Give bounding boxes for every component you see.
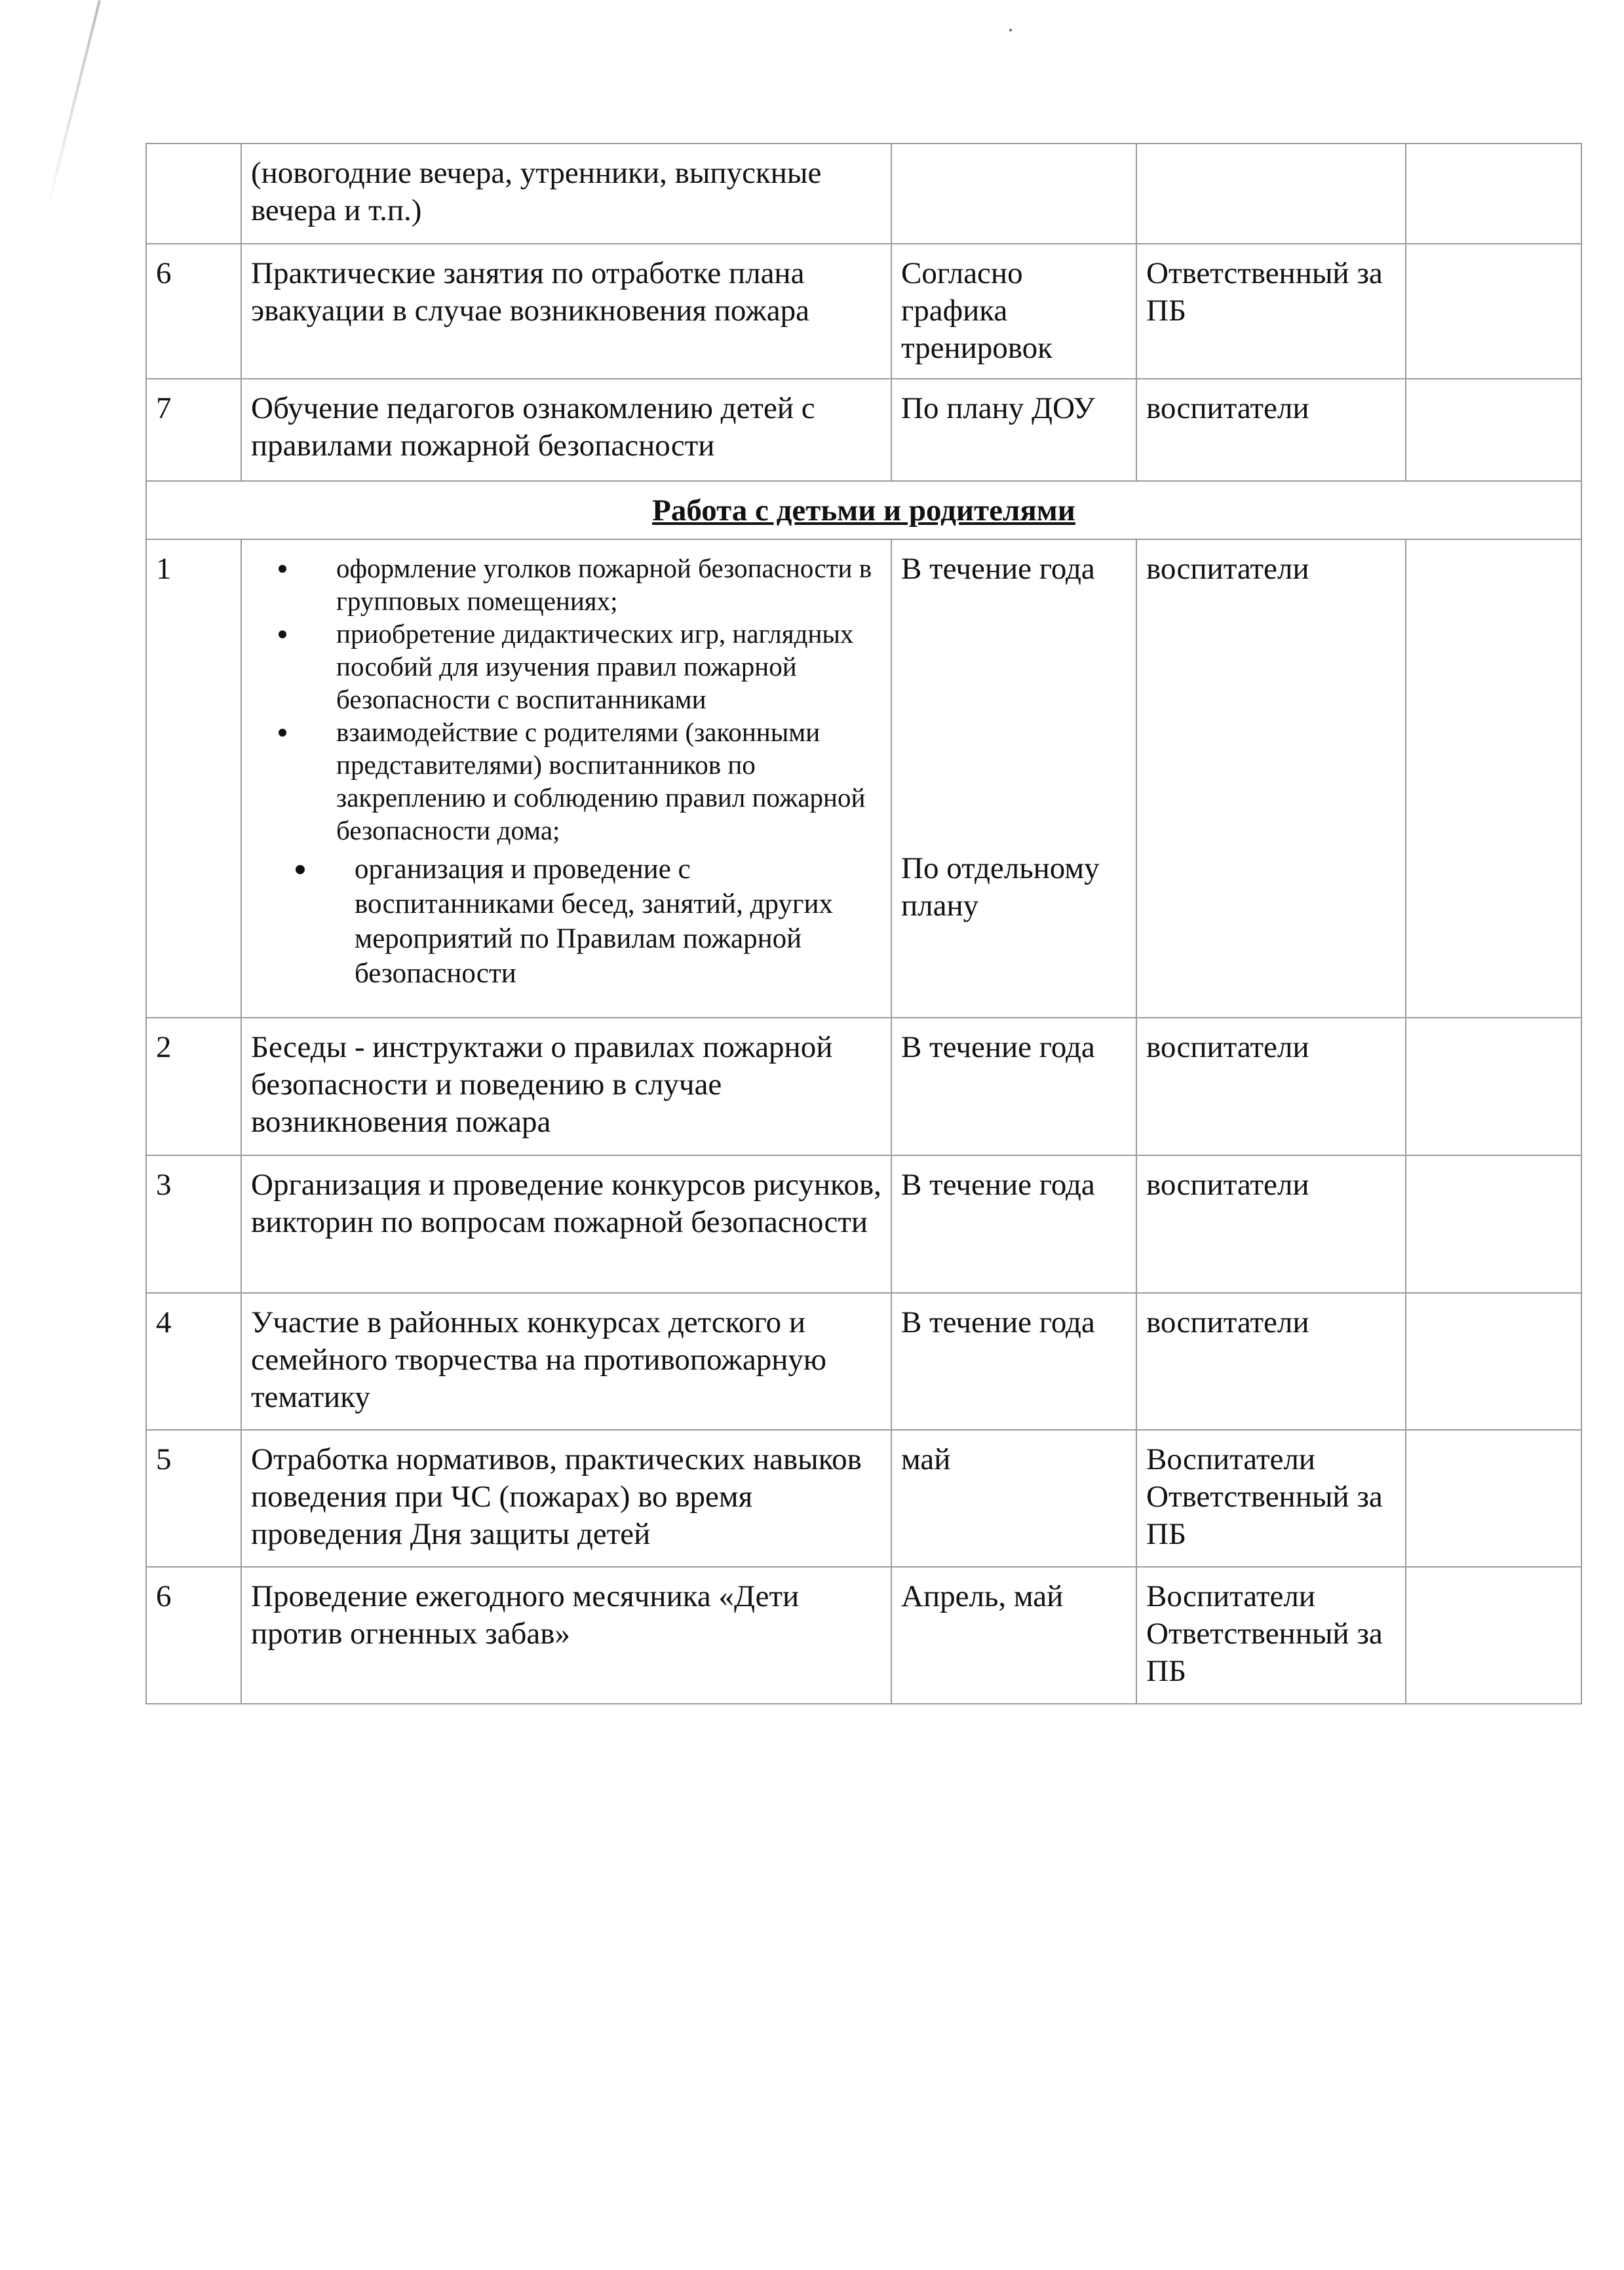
table-row xyxy=(146,379,1581,481)
row-activity xyxy=(241,539,891,1018)
row-number: 7 xyxy=(146,379,241,481)
bullet-icon xyxy=(279,729,286,737)
row-number: 6 xyxy=(146,244,241,379)
row-term-secondary: По отдельному плану xyxy=(901,851,1100,923)
row-responsible: воспитатели xyxy=(1136,1018,1406,1155)
scan-edge-mark xyxy=(46,0,101,210)
bullet-icon xyxy=(296,865,305,874)
list-item xyxy=(336,552,881,617)
row-responsible: воспитатели xyxy=(1136,379,1406,481)
scan-speck xyxy=(1009,29,1012,31)
table-row xyxy=(146,1567,1581,1704)
row-responsible: воспитатели xyxy=(1136,539,1406,1018)
table-row xyxy=(146,539,1581,1018)
row-activity: Участие в районных конкурсах детского и семейного творчества на противопожарную тематику xyxy=(241,1293,891,1430)
row-term: В течение года xyxy=(891,1155,1136,1293)
row-note xyxy=(1406,1018,1581,1155)
row-number: 5 xyxy=(146,1430,241,1567)
list-item xyxy=(336,716,881,847)
row-note xyxy=(1406,539,1581,1018)
row-activity: Отработка нормативов, практических навыков поведения при ЧС (пожарах) во время проведения Дня защиты детей xyxy=(241,1430,891,1567)
fire-safety-plan-table xyxy=(145,143,1582,1704)
row-term: Согласно графика тренировок xyxy=(891,244,1136,379)
row-note xyxy=(1406,244,1581,379)
row-responsible xyxy=(1136,144,1406,244)
row-activity: Проведение ежегодного месячника «Дети против огненных забав» xyxy=(241,1567,891,1704)
table-row xyxy=(146,244,1581,379)
row-responsible: воспитатели xyxy=(1136,1155,1406,1293)
row-term xyxy=(891,144,1136,244)
row-responsible: Воспитатели Ответственный за ПБ xyxy=(1136,1430,1406,1567)
row-activity: Беседы - инструктажи о правилах пожарной безопасности и поведению в случае возникновения пожара xyxy=(241,1018,891,1155)
table-row xyxy=(146,1293,1581,1430)
list-item-text: взаимодействие с родителями (законными представителями) воспитанников по закреплению и соблюдению правил пожарной безопасности дома; xyxy=(336,717,866,845)
row-note xyxy=(1406,1430,1581,1567)
row-activity: Обучение педагогов ознакомлению детей с правилами пожарной безопасности xyxy=(241,379,891,481)
bullet-list xyxy=(251,552,881,991)
section-title: Работа с детьми и родителями xyxy=(146,481,1581,539)
row-activity: Практические занятия по отработке плана эвакуации в случае возникновения пожара xyxy=(241,244,891,379)
row-number: 4 xyxy=(146,1293,241,1430)
row-activity: (новогодние вечера, утренники, выпускные вечера и т.п.) xyxy=(241,144,891,244)
table-row xyxy=(146,1155,1581,1293)
row-note xyxy=(1406,1567,1581,1704)
row-note xyxy=(1406,1155,1581,1293)
row-term-primary: В течение года xyxy=(901,552,1095,586)
row-note xyxy=(1406,379,1581,481)
row-term: май xyxy=(891,1430,1136,1567)
row-term: По плану ДОУ xyxy=(891,379,1136,481)
list-item xyxy=(336,617,881,716)
row-number: 2 xyxy=(146,1018,241,1155)
row-term xyxy=(891,539,1136,1018)
section-row xyxy=(146,481,1581,539)
list-item-text: оформление уголков пожарной безопасности в групповых помещениях; xyxy=(336,553,872,616)
row-activity: Организация и проведение конкурсов рисунков, викторин по вопросам пожарной безопасности xyxy=(241,1155,891,1293)
row-responsible: воспитатели xyxy=(1136,1293,1406,1430)
row-note xyxy=(1406,144,1581,244)
row-responsible: Ответственный за ПБ xyxy=(1136,244,1406,379)
list-item-text: приобретение дидактических игр, наглядных пособий для изучения правил пожарной безопасности с воспитанниками xyxy=(336,619,854,714)
row-number: 3 xyxy=(146,1155,241,1293)
bullet-icon xyxy=(279,630,286,638)
row-responsible: Воспитатели Ответственный за ПБ xyxy=(1136,1567,1406,1704)
row-term: В течение года xyxy=(891,1293,1136,1430)
row-term: В течение года xyxy=(891,1018,1136,1155)
table-row xyxy=(146,144,1581,244)
row-number xyxy=(146,144,241,244)
bullet-icon xyxy=(279,565,286,573)
row-number: 6 xyxy=(146,1567,241,1704)
list-item xyxy=(336,852,881,991)
row-term: Апрель, май xyxy=(891,1567,1136,1704)
row-note xyxy=(1406,1293,1581,1430)
table-row xyxy=(146,1018,1581,1155)
table-row xyxy=(146,1430,1581,1567)
row-number: 1 xyxy=(146,539,241,1018)
list-item-text: организация и проведение с воспитанниками бесед, занятий, других мероприятий по Правилам пожарной безопасности xyxy=(355,854,834,989)
